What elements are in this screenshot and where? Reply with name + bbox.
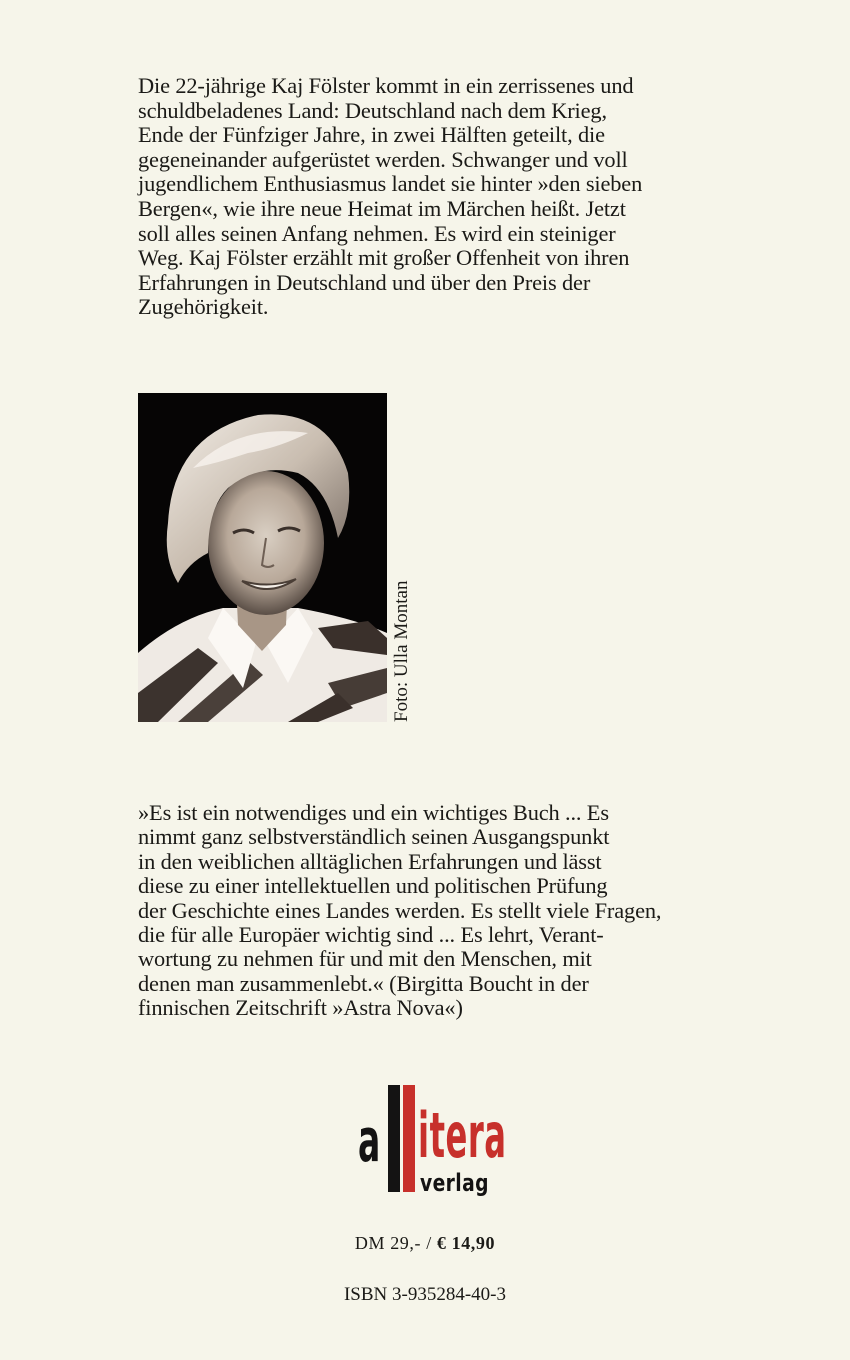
blurb-paragraph xyxy=(138,74,738,320)
quote-line: die für alle Europäer wichtig sind ... Es lehrt, Verant- xyxy=(138,922,604,948)
quote-line: der Geschichte eines Landes werden. Es stellt viele Fragen, xyxy=(138,897,662,923)
portrait-illustration xyxy=(138,393,387,722)
logo-word-itera: itera xyxy=(418,1099,507,1172)
author-photo xyxy=(138,393,387,722)
quote-line: in den weiblichen alltäglichen Erfahrungen und lässt xyxy=(138,848,602,874)
quote-line: wortung zu nehmen für und mit den Menschen, mit xyxy=(138,946,592,972)
logo-word-verlag: verlag xyxy=(420,1169,489,1197)
review-quote xyxy=(138,801,748,1021)
isbn-line: ISBN 3-935284-40-3 xyxy=(343,1284,507,1305)
quote-line: nimmt ganz selbstverständlich seinen Ausgangspunkt xyxy=(138,824,610,850)
blurb-line: Bergen«, wie ihre neue Heimat im Märchen heißt. Jetzt xyxy=(138,195,626,221)
logo-black-bar xyxy=(388,1085,400,1192)
photo-credit: Foto: Ulla Montan xyxy=(391,580,412,722)
logo-red-bar xyxy=(403,1085,415,1192)
quote-line: diese zu einer intellektuellen und politischen Prüfung xyxy=(138,873,608,899)
price-dm: DM 29,- / xyxy=(354,1233,437,1253)
blurb-line: Zugehörigkeit. xyxy=(138,294,269,320)
publisher-logo xyxy=(358,1085,518,1197)
quote-line: »Es ist ein notwendiges und ein wichtiges Buch ... Es xyxy=(138,800,609,825)
price-line xyxy=(0,1232,850,1254)
blurb-line: Ende der Fünfziger Jahre, in zwei Hälften geteilt, die xyxy=(138,122,605,148)
price-euro: € 14,90 xyxy=(436,1233,496,1253)
blurb-line: soll alles seinen Anfang nehmen. Es wird ein steiniger xyxy=(138,220,616,246)
blurb-line: schuldbeladenes Land: Deutschland nach dem Krieg, xyxy=(138,97,607,123)
quote-line: denen man zusammenlebt.« (Birgitta Boucht in der xyxy=(138,970,589,996)
blurb-line: gegeneinander aufgerüstet werden. Schwanger und voll xyxy=(138,146,628,172)
blurb-line: Die 22-jährige Kaj Fölster kommt in ein zerrissenes und xyxy=(138,73,634,98)
quote-line: finnischen Zeitschrift »Astra Nova«) xyxy=(138,995,463,1021)
blurb-line: Weg. Kaj Fölster erzählt mit großer Offenheit von ihren xyxy=(138,245,630,271)
blurb-line: Erfahrungen in Deutschland und über den Preis der xyxy=(138,269,591,295)
logo-letter-a: a xyxy=(358,1106,380,1176)
blurb-line: jugendlichem Enthusiasmus landet sie hinter »den sieben xyxy=(138,171,643,197)
